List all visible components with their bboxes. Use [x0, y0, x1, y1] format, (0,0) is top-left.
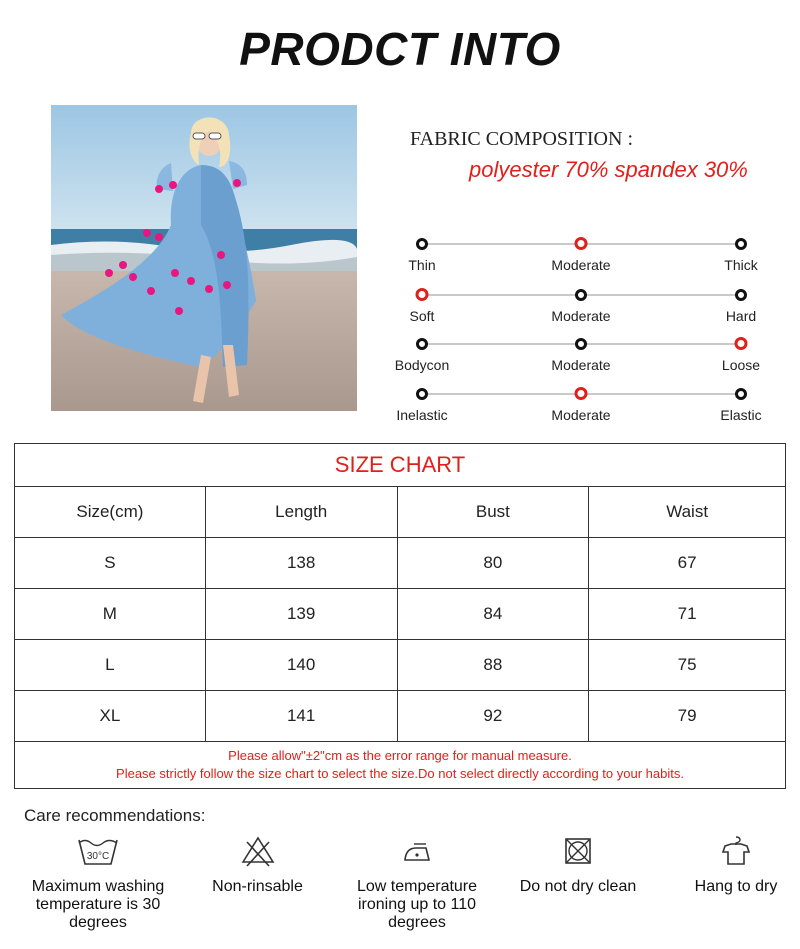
fabric-composition-value: polyester 70% spandex 30%: [469, 157, 748, 182]
care-text: Maximum washing temperature is 30 degrees: [31, 878, 165, 931]
care-text: Non-rinsable: [212, 878, 303, 895]
care-item-no-wring: [200, 834, 315, 896]
cell-bust: 88: [397, 640, 589, 691]
cell-waist: 75: [589, 640, 786, 691]
header-waist: Waist: [589, 487, 786, 538]
scale-label-left: Inelastic: [396, 407, 448, 423]
care-item-no-dry-clean: [508, 834, 648, 896]
size-chart-title: SIZE CHART: [15, 444, 786, 487]
scale-label-middle: Moderate: [551, 257, 611, 273]
scale-dot-right: [735, 238, 747, 250]
fit-scale: [380, 343, 780, 383]
iron-low-icon: [400, 834, 434, 868]
size-selection-note: Please strictly follow the size chart to select the size.Do not select directly according to your habits.: [116, 766, 684, 781]
page-title: PRODCT INTO: [239, 23, 561, 75]
table-row: [15, 589, 786, 640]
product-photo: [51, 105, 357, 411]
cell-size: XL: [15, 691, 206, 742]
cell-bust: 84: [397, 589, 589, 640]
scale-label-middle: Moderate: [551, 407, 611, 423]
scale-label-middle: Moderate: [551, 357, 611, 373]
cell-size: L: [15, 640, 206, 691]
scale-dot-right: [735, 337, 748, 350]
size-chart-notes: [15, 742, 786, 789]
cell-length: 140: [205, 640, 397, 691]
care-text: Hang to dry: [694, 878, 778, 895]
scale-dot-middle: [575, 387, 588, 400]
scale-dot-right: [735, 289, 747, 301]
care-text: Do not dry clean: [519, 878, 637, 895]
scale-label-right: Elastic: [720, 407, 762, 423]
scale-dot-left: [416, 338, 428, 350]
scale-dot-middle: [575, 289, 587, 301]
scale-dot-left: [416, 238, 428, 250]
scale-dot-left: [416, 388, 428, 400]
cell-bust: 92: [397, 691, 589, 742]
no-dry-clean-icon: [561, 834, 595, 868]
cell-bust: 80: [397, 538, 589, 589]
cell-length: 139: [205, 589, 397, 640]
wash-temp-label: 30°C: [86, 851, 110, 862]
cell-length: 141: [205, 691, 397, 742]
hang-dry-icon: [719, 834, 753, 868]
scale-label-right: Loose: [721, 357, 761, 373]
cell-waist: 79: [589, 691, 786, 742]
scale-label-middle: Moderate: [551, 308, 611, 324]
thickness-scale: [380, 243, 780, 283]
softness-scale: [380, 294, 780, 334]
measure-error-note: Please allow"±2"cm as the error range for manual measure.: [228, 748, 572, 763]
care-item-hang-dry: [682, 834, 790, 896]
scale-label-left: Bodycon: [394, 357, 450, 373]
header-length: Length: [205, 487, 397, 538]
care-item-wash: [8, 834, 188, 932]
table-row: [15, 640, 786, 691]
header-bust: Bust: [397, 487, 589, 538]
header-size: Size(cm): [15, 487, 206, 538]
size-chart-table: [14, 443, 786, 789]
scale-dot-middle: [575, 338, 587, 350]
scale-dot-middle: [575, 237, 588, 250]
size-chart-header-row: [15, 487, 786, 538]
table-row: [15, 538, 786, 589]
cell-waist: 71: [589, 589, 786, 640]
no-wring-icon: [239, 834, 277, 868]
scale-label-left: Soft: [409, 308, 435, 324]
table-row: [15, 691, 786, 742]
scale-dot-right: [735, 388, 747, 400]
elasticity-scale: [380, 393, 780, 433]
scale-label-right: Thick: [724, 257, 758, 273]
care-text: Low temperature ironing up to 110 degrees: [356, 878, 478, 931]
care-item-iron: [342, 834, 492, 932]
cell-length: 138: [205, 538, 397, 589]
cell-size: S: [15, 538, 206, 589]
scale-label-right: Hard: [725, 308, 757, 324]
wash-30-icon: [76, 834, 120, 868]
care-title: Care recommendations:: [24, 806, 206, 825]
scale-label-left: Thin: [408, 257, 436, 273]
fabric-composition-label: FABRIC COMPOSITION :: [410, 128, 633, 150]
scale-dot-left: [416, 288, 429, 301]
cell-waist: 67: [589, 538, 786, 589]
cell-size: M: [15, 589, 206, 640]
